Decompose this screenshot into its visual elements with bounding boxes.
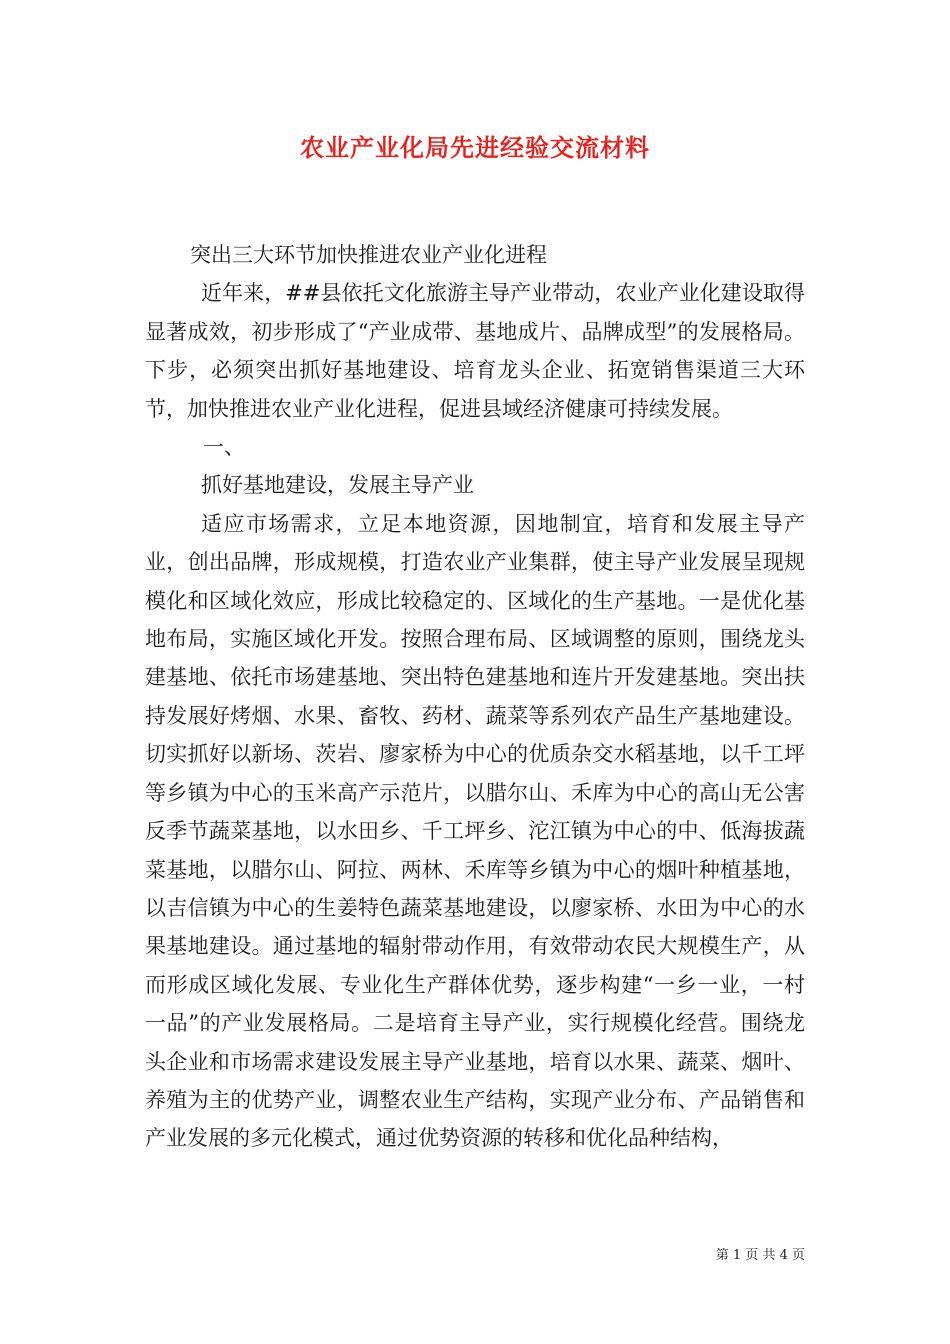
document-subtitle: 突出三大环节加快推进农业产业化进程 bbox=[190, 243, 547, 267]
document-body bbox=[145, 236, 805, 1158]
document-title: 农业产业化局先进经验交流材料 bbox=[300, 133, 650, 162]
section-heading: 抓好基地建设，发展主导产业 bbox=[201, 473, 474, 498]
intro-paragraph: 近年来，##县依托文化旅游主导产业带动，农业产业化建设取得显著成效，初步形成了“产业成带、基地成片、品牌成型”的发展格局。下步，必须突出抓好基地建设、培育龙头企业、拓宽销售渠道三大环节，加快推进农业产业化进程，促进县域经济健康可持续发展。 bbox=[145, 281, 805, 421]
section-body-paragraph: 适应市场需求，立足本地资源，因地制宜，培育和发展主导产业，创出品牌，形成规模，打造农业产业集群，使主导产业发展呈现规模化和区域化效应，形成比较稳定的、区域化的生产基地。一是优化基地布局，实施区域化开发。按照合理布局、区域调整的原则，围绕龙头建基地、依托市场建基地、突出特色建基地和连片开发建基地。突出扶持发展好烤烟、水果、畜牧、药材、蔬菜等系列农产品生产基地建设。切实抓好以新场、茨岩、廖家桥为中心的优质杂交水稻基地，以千工坪等乡镇为中心的玉米高产示范片，以腊尔山、禾库为中心的高山无公害反季节蔬菜基地，以水田乡、千工坪乡、沱江镇为中心的中、低海拔蔬菜基地，以腊尔山、阿拉、两林、禾库等乡镇为中心的烟叶种植基地，以吉信镇为中心的生姜特色蔬菜基地建设，以廖家桥、水田为中心的水果基地建设。通过基地的辐射带动作用，有效带动农民大规模生产，从而形成区域化发展、专业化生产群体优势，逐步构建“一乡一业，一村一品”的产业发展格局。二是培育主导产业，实行规模化经营。围绕龙头企业和市场需求建设发展主导产业基地，培育以水果、蔬菜、烟叶、养殖为主的优势产业，调整农业生产结构，实现产业分布、产品销售和产业发展的多元化模式，通过优势资源的转移和优化品种结构， bbox=[145, 511, 805, 1151]
page-number-footer: 第 1 页 共 4 页 bbox=[715, 1248, 805, 1263]
section-number: 一、 bbox=[203, 435, 245, 460]
